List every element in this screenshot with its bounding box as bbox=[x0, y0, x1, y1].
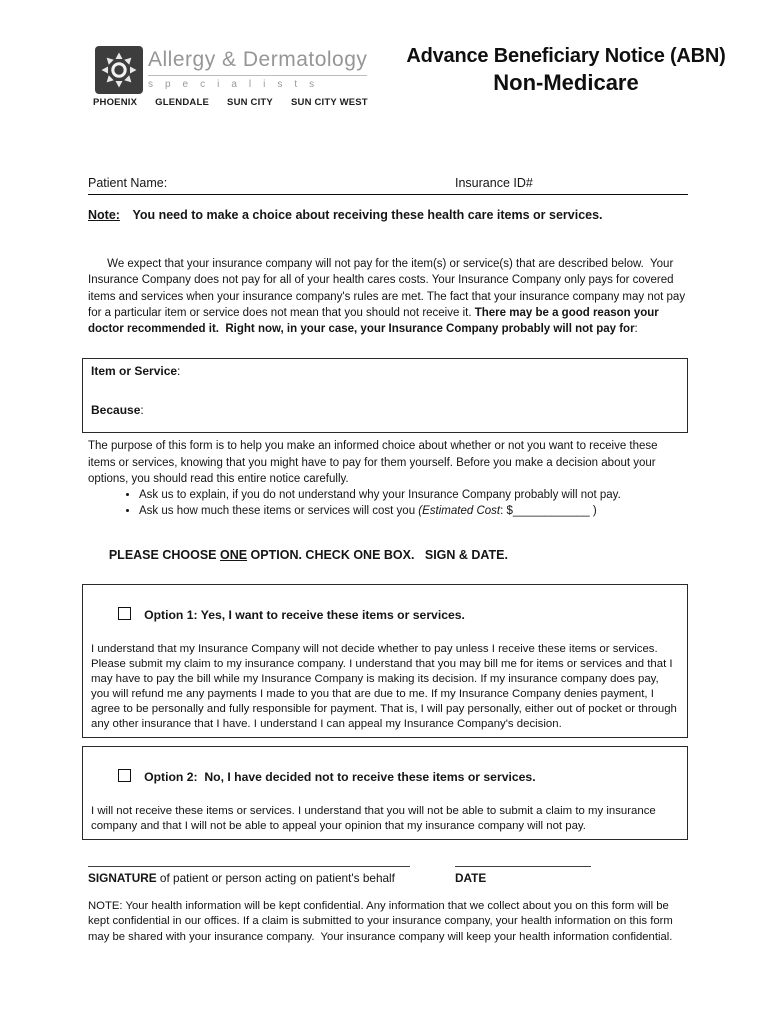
option1-header bbox=[91, 588, 679, 642]
signature-label: SIGNATURE bbox=[88, 870, 157, 885]
option1-header-text: Option 1: Yes, I want to receive these items or services. bbox=[144, 608, 465, 623]
item-service-colon: : bbox=[177, 364, 181, 379]
bullet-ask-explain: • Ask us to explain, if you do not understand why your Insurance Company probably will not pay. bbox=[139, 487, 688, 503]
insurance-id-field[interactable] bbox=[543, 176, 683, 194]
location-phoenix: PHOENIX bbox=[93, 97, 138, 108]
form-body bbox=[82, 176, 688, 946]
intro-bold: There may be a good reason your doctor recommended it. Right now, in your case, your Insurance Company probably will not pay for bbox=[88, 306, 662, 336]
insurance-id-label: Insurance ID# bbox=[455, 176, 533, 190]
item-service-label: Item or Service bbox=[91, 364, 178, 379]
location-sun-city-west: SUN CITY WEST bbox=[290, 97, 368, 108]
bullet-cost-italic: (Estimated Cost bbox=[418, 505, 501, 518]
patient-name-label: Patient Name: bbox=[88, 176, 168, 190]
choose-instruction bbox=[88, 534, 688, 576]
option2-header-text: Option 2: No, I have decided not to receive these items or services. bbox=[144, 769, 536, 784]
option2-box bbox=[82, 746, 688, 840]
choose-one-underlined: ONE bbox=[219, 548, 248, 563]
signature-caption bbox=[88, 871, 410, 885]
because-row[interactable] bbox=[91, 403, 679, 417]
title-line-2: Non-Medicare bbox=[493, 70, 639, 95]
option2-body: I will not receive these items or services. I understand that you will not be able to submit a claim to my insurance company and that I will not be able to appeal your opinion that my insurance company will not pay. bbox=[91, 804, 659, 832]
brand-block bbox=[148, 48, 367, 90]
option1-body: I understand that my Insurance Company will not decide whether to pay unless I receive these items or services. Please submit my claim to my insurance company. I understand that you may bill me for items or services and that I may have to pay the bill while my Insurance Company is making its decision. If my insurance company does pay, you will refund me any payments I made to you that are due to me. If my Insurance Company denies payment, I agree to be personally and fully responsible for payment. That is, I will pay personally, either out of pocket or through any other insurance that I have. I understand I can appeal my Insurance Company's decision. bbox=[91, 643, 681, 730]
intro-paragraph bbox=[88, 240, 688, 353]
purpose-bullets bbox=[82, 487, 688, 519]
choose-pre: PLEASE CHOOSE bbox=[108, 548, 220, 563]
bullet-cost-blank[interactable]: : $____________ ) bbox=[500, 505, 597, 518]
choose-post: OPTION. CHECK ONE BOX. SIGN & DATE. bbox=[247, 548, 508, 563]
because-label: Because bbox=[91, 403, 141, 418]
bullet-cost-pre: Ask us how much these items or services will cost you bbox=[139, 505, 419, 518]
bullet-ask-cost bbox=[139, 503, 688, 519]
option2-header bbox=[91, 750, 679, 804]
location-sun-city: SUN CITY bbox=[227, 97, 273, 108]
item-service-box bbox=[82, 358, 688, 433]
note-label: Note: bbox=[88, 208, 120, 222]
compass-starburst-icon bbox=[95, 81, 143, 98]
clinic-locations bbox=[93, 97, 368, 108]
because-colon: : bbox=[140, 403, 144, 418]
confidentiality-note: NOTE: Your health information will be kept confidential. Any information that we collect about you on this form will be kept confidential in our offices. If a claim is submitted to your insurance company, your health information on this form may be shared with your insurance company. Your insurance company will keep your health information confidential. bbox=[88, 899, 676, 944]
note-text: You need to make a choice about receiving these health care items or services. bbox=[132, 208, 603, 222]
signature-section bbox=[88, 866, 688, 885]
title-line-1: Advance Beneficiary Notice (ABN) bbox=[406, 45, 726, 67]
option1-box bbox=[82, 584, 688, 737]
intro-normal: We expect that your insurance company will not pay for the item(s) or service(s) that are described below. Your Insurance Company does not pay for all of your health cares costs. Your Insurance Company only pays for covered items and services when your insurance company's rules are met. The fact that your insurance company may not pay for a particular item or service does not mean that you should not receive it. bbox=[88, 258, 689, 319]
location-glendale: GLENDALE bbox=[155, 97, 210, 108]
item-service-row[interactable] bbox=[91, 364, 679, 378]
option1-checkbox[interactable] bbox=[118, 607, 131, 620]
brand-subtitle: specialists bbox=[148, 75, 367, 90]
date-block bbox=[455, 866, 591, 885]
clinic-logo bbox=[95, 46, 143, 94]
signature-block bbox=[88, 866, 410, 885]
purpose-paragraph: The purpose of this form is to help you make an informed choice about whether or not you want to receive these items or services, knowing that you might have to pay for them yourself. Before you make a decision about your options, you should read this entire notice carefully. bbox=[88, 440, 661, 485]
note-line bbox=[88, 208, 688, 222]
date-label: DATE bbox=[455, 870, 487, 885]
brand-name: Allergy & Dermatology bbox=[148, 48, 368, 71]
patient-info-row bbox=[88, 176, 688, 195]
option2-checkbox[interactable] bbox=[118, 769, 131, 782]
signature-label-text: of patient or person acting on patient's behalf bbox=[156, 870, 395, 885]
document-title bbox=[398, 45, 734, 96]
patient-name-field[interactable] bbox=[180, 176, 450, 194]
intro-tail: : bbox=[634, 323, 638, 336]
